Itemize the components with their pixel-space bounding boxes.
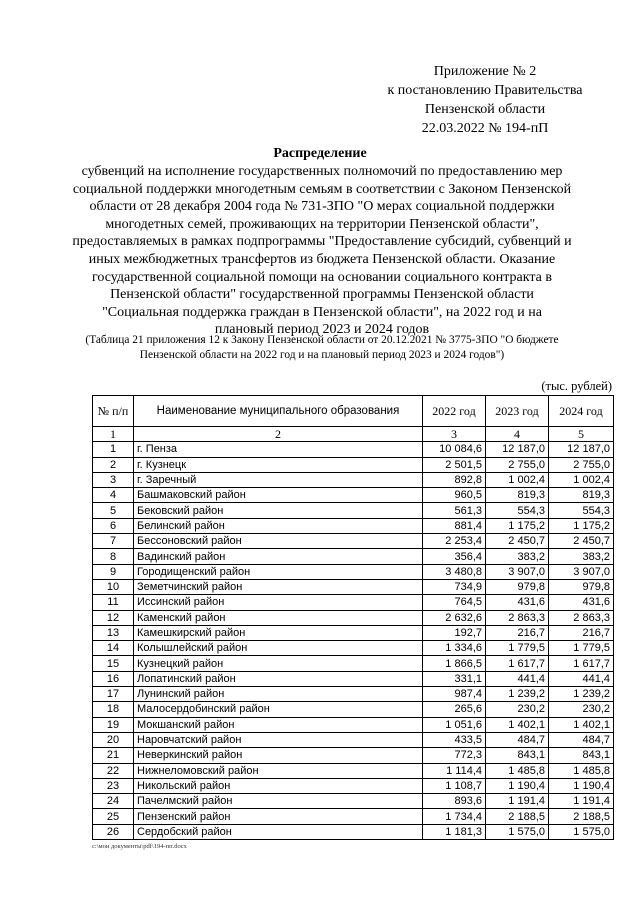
value-2024-cell: 3 907,0: [549, 564, 614, 579]
value-2024-cell: 819,3: [549, 488, 614, 503]
appendix-line-3: Пензенской области: [424, 102, 546, 117]
value-2024-cell: 554,3: [549, 503, 614, 518]
table-row: [93, 794, 614, 809]
value-2024-cell: 1 617,7: [549, 656, 614, 671]
row-number-cell: 20: [93, 732, 134, 747]
value-2022-cell: 2 253,4: [423, 534, 486, 549]
value-2023-cell: 1 485,8: [486, 763, 549, 778]
municipality-cell: Бессоновский район: [134, 534, 423, 549]
value-2022-cell: 433,5: [423, 732, 486, 747]
table-row: [93, 610, 614, 625]
table-row: [93, 748, 614, 763]
row-number-cell: 8: [93, 549, 134, 564]
value-2022-cell: 331,1: [423, 671, 486, 686]
value-2023-cell: 1 617,7: [486, 656, 549, 671]
value-2022-cell: 356,4: [423, 549, 486, 564]
index-cell: 4: [486, 427, 549, 442]
header-municipality: Наименование муниципального образования: [134, 396, 423, 427]
value-2022-cell: 1 866,5: [423, 656, 486, 671]
value-2022-cell: 960,5: [423, 488, 486, 503]
municipality-cell: г. Пенза: [134, 442, 423, 457]
header-year-2024: 2024 год: [549, 396, 614, 427]
distribution-table: [92, 395, 614, 840]
table-header-row: [93, 396, 614, 427]
index-cell: 3: [423, 427, 486, 442]
municipality-cell: Пачелмский район: [134, 794, 423, 809]
table-row: [93, 488, 614, 503]
table-row: [93, 824, 614, 839]
value-2024-cell: 2 450,7: [549, 534, 614, 549]
document-subtitle: субвенций на исполнение государственных полномочий по предоставлению мер социальной поддержки многодетным семьям в соответствии с Законом Пензенской области от 28 декабря 2004 года № 731-ЗПО "О мерах социальной поддержки многодетных семей, проживающих на территории Пензенской области", предоставляемых в рамках подпрограммы "Предоставление субсидий, субвенций и иных межбюджетных трансфертов из бюджета Пензенской области. Оказание государственной социальной помощи на основании социального контракта в Пензенской области" государственной программы Пензенской области "Социальная поддержка граждан в Пензенской области", на 2022 год и на плановый период 2023 и 2024 годов: [72, 164, 572, 338]
value-2024-cell: 1 239,2: [549, 687, 614, 702]
table-row: [93, 595, 614, 610]
value-2022-cell: 2 632,6: [423, 610, 486, 625]
table-row: [93, 472, 614, 487]
value-2024-cell: 1 175,2: [549, 518, 614, 533]
table-row: [93, 778, 614, 793]
value-2024-cell: 1 485,8: [549, 763, 614, 778]
value-2022-cell: 1 181,3: [423, 824, 486, 839]
table-row: [93, 579, 614, 594]
municipality-cell: Лопатинский район: [134, 671, 423, 686]
table-row: [93, 671, 614, 686]
municipality-cell: Кузнецкий район: [134, 656, 423, 671]
value-2024-cell: 1 779,5: [549, 641, 614, 656]
value-2022-cell: 192,7: [423, 625, 486, 640]
value-2023-cell: 1 575,0: [486, 824, 549, 839]
value-2023-cell: 2 188,5: [486, 809, 549, 824]
value-2023-cell: 843,1: [486, 748, 549, 763]
value-2022-cell: 892,8: [423, 472, 486, 487]
header-year-2023: 2023 год: [486, 396, 549, 427]
units-label: (тыс. рублей): [541, 379, 612, 393]
value-2022-cell: 987,4: [423, 687, 486, 702]
row-number-cell: 6: [93, 518, 134, 533]
row-number-cell: 26: [93, 824, 134, 839]
value-2022-cell: 764,5: [423, 595, 486, 610]
municipality-cell: Башмаковский район: [134, 488, 423, 503]
table-row: [93, 549, 614, 564]
municipality-cell: Никольский район: [134, 778, 423, 793]
municipality-cell: Неверкинский район: [134, 748, 423, 763]
municipality-cell: Лунинский район: [134, 687, 423, 702]
row-number-cell: 12: [93, 610, 134, 625]
municipality-cell: г. Кузнецк: [134, 457, 423, 472]
index-cell: 2: [134, 427, 423, 442]
row-number-cell: 22: [93, 763, 134, 778]
value-2022-cell: 3 480,8: [423, 564, 486, 579]
table-row: [93, 732, 614, 747]
row-number-cell: 13: [93, 625, 134, 640]
value-2024-cell: 843,1: [549, 748, 614, 763]
value-2022-cell: 1 051,6: [423, 717, 486, 732]
value-2022-cell: 10 084,6: [423, 442, 486, 457]
table-row: [93, 564, 614, 579]
table-row: [93, 641, 614, 656]
value-2023-cell: 1 002,4: [486, 472, 549, 487]
row-number-cell: 2: [93, 457, 134, 472]
value-2023-cell: 230,2: [486, 702, 549, 717]
row-number-cell: 9: [93, 564, 134, 579]
municipality-cell: Нижнеломовский район: [134, 763, 423, 778]
table-row: [93, 503, 614, 518]
row-number-cell: 16: [93, 671, 134, 686]
municipality-cell: Камешкирский район: [134, 625, 423, 640]
value-2022-cell: 734,9: [423, 579, 486, 594]
value-2024-cell: 441,4: [549, 671, 614, 686]
municipality-cell: г. Заречный: [134, 472, 423, 487]
table-row: [93, 656, 614, 671]
row-number-cell: 7: [93, 534, 134, 549]
value-2023-cell: 383,2: [486, 549, 549, 564]
value-2023-cell: 216,7: [486, 625, 549, 640]
municipality-cell: Вадинский район: [134, 549, 423, 564]
municipality-cell: Колышлейский район: [134, 641, 423, 656]
value-2023-cell: 484,7: [486, 732, 549, 747]
value-2023-cell: 819,3: [486, 488, 549, 503]
value-2023-cell: 1 402,1: [486, 717, 549, 732]
row-number-cell: 14: [93, 641, 134, 656]
municipality-cell: Мокшанский район: [134, 717, 423, 732]
row-number-cell: 3: [93, 472, 134, 487]
table-row: [93, 717, 614, 732]
municipality-cell: Белинский район: [134, 518, 423, 533]
value-2024-cell: 979,8: [549, 579, 614, 594]
municipality-cell: Наровчатский район: [134, 732, 423, 747]
value-2024-cell: 1 575,0: [549, 824, 614, 839]
appendix-line-4: 22.03.2022 № 194-пП: [421, 121, 549, 136]
row-number-cell: 21: [93, 748, 134, 763]
value-2022-cell: 1 114,4: [423, 763, 486, 778]
value-2022-cell: 2 501,5: [423, 457, 486, 472]
value-2024-cell: 1 190,4: [549, 778, 614, 793]
appendix-line-2: к постановлению Правительства: [387, 83, 583, 98]
row-number-cell: 18: [93, 702, 134, 717]
value-2024-cell: 12 187,0: [549, 442, 614, 457]
table-row: [93, 518, 614, 533]
row-number-cell: 24: [93, 794, 134, 809]
value-2024-cell: 383,2: [549, 549, 614, 564]
value-2023-cell: 1 779,5: [486, 641, 549, 656]
value-2022-cell: 1 108,7: [423, 778, 486, 793]
value-2023-cell: 979,8: [486, 579, 549, 594]
row-number-cell: 17: [93, 687, 134, 702]
row-number-cell: 25: [93, 809, 134, 824]
row-number-cell: 5: [93, 503, 134, 518]
table-row: [93, 442, 614, 457]
index-cell: 1: [93, 427, 134, 442]
table-row: [93, 687, 614, 702]
row-number-cell: 19: [93, 717, 134, 732]
value-2023-cell: 2 450,7: [486, 534, 549, 549]
value-2023-cell: 1 175,2: [486, 518, 549, 533]
row-number-cell: 15: [93, 656, 134, 671]
value-2023-cell: 2 863,3: [486, 610, 549, 625]
appendix-line-1: Приложение № 2: [433, 64, 537, 79]
value-2024-cell: 1 191,4: [549, 794, 614, 809]
value-2024-cell: 2 863,3: [549, 610, 614, 625]
value-2023-cell: 3 907,0: [486, 564, 549, 579]
row-number-cell: 4: [93, 488, 134, 503]
value-2024-cell: 1 002,4: [549, 472, 614, 487]
document-title: Распределение: [273, 146, 367, 161]
row-number-cell: 11: [93, 595, 134, 610]
value-2022-cell: 1 334,6: [423, 641, 486, 656]
value-2023-cell: 554,3: [486, 503, 549, 518]
value-2023-cell: 441,4: [486, 671, 549, 686]
value-2022-cell: 265,6: [423, 702, 486, 717]
row-number-cell: 23: [93, 778, 134, 793]
municipality-cell: Каменский район: [134, 610, 423, 625]
value-2022-cell: 561,3: [423, 503, 486, 518]
municipality-cell: Иссинский район: [134, 595, 423, 610]
value-2023-cell: 1 239,2: [486, 687, 549, 702]
column-index-row: [93, 427, 614, 442]
value-2024-cell: 2 755,0: [549, 457, 614, 472]
law-reference-note: (Таблица 21 приложения 12 к Закону Пензенской области от 20.12.2021 № 3775-ЗПО "О бюджете Пензенской области на 2022 год и на плановый период 2023 и 2024 годов"): [85, 334, 559, 361]
municipality-cell: Земетчинский район: [134, 579, 423, 594]
municipality-cell: Пензенский район: [134, 809, 423, 824]
value-2024-cell: 216,7: [549, 625, 614, 640]
value-2023-cell: 431,6: [486, 595, 549, 610]
value-2024-cell: 2 188,5: [549, 809, 614, 824]
municipality-cell: Малосердобинский район: [134, 702, 423, 717]
file-path-footer: c:\мои документы\pdf\194-пп.docx: [92, 843, 187, 850]
table-row: [93, 763, 614, 778]
value-2023-cell: 2 755,0: [486, 457, 549, 472]
municipality-cell: Сердобский район: [134, 824, 423, 839]
header-number: № п/п: [93, 396, 134, 427]
table-row: [93, 702, 614, 717]
value-2024-cell: 230,2: [549, 702, 614, 717]
value-2024-cell: 484,7: [549, 732, 614, 747]
value-2022-cell: 1 734,4: [423, 809, 486, 824]
municipality-cell: Бековский район: [134, 503, 423, 518]
value-2023-cell: 12 187,0: [486, 442, 549, 457]
row-number-cell: 10: [93, 579, 134, 594]
table-row: [93, 534, 614, 549]
value-2022-cell: 893,6: [423, 794, 486, 809]
value-2022-cell: 772,3: [423, 748, 486, 763]
municipality-cell: Городищенский район: [134, 564, 423, 579]
table-row: [93, 809, 614, 824]
header-year-2022: 2022 год: [423, 396, 486, 427]
row-number-cell: 1: [93, 442, 134, 457]
value-2024-cell: 431,6: [549, 595, 614, 610]
table-row: [93, 457, 614, 472]
table-row: [93, 625, 614, 640]
value-2023-cell: 1 191,4: [486, 794, 549, 809]
appendix-block: [360, 62, 610, 138]
index-cell: 5: [549, 427, 614, 442]
value-2023-cell: 1 190,4: [486, 778, 549, 793]
value-2022-cell: 881,4: [423, 518, 486, 533]
value-2024-cell: 1 402,1: [549, 717, 614, 732]
